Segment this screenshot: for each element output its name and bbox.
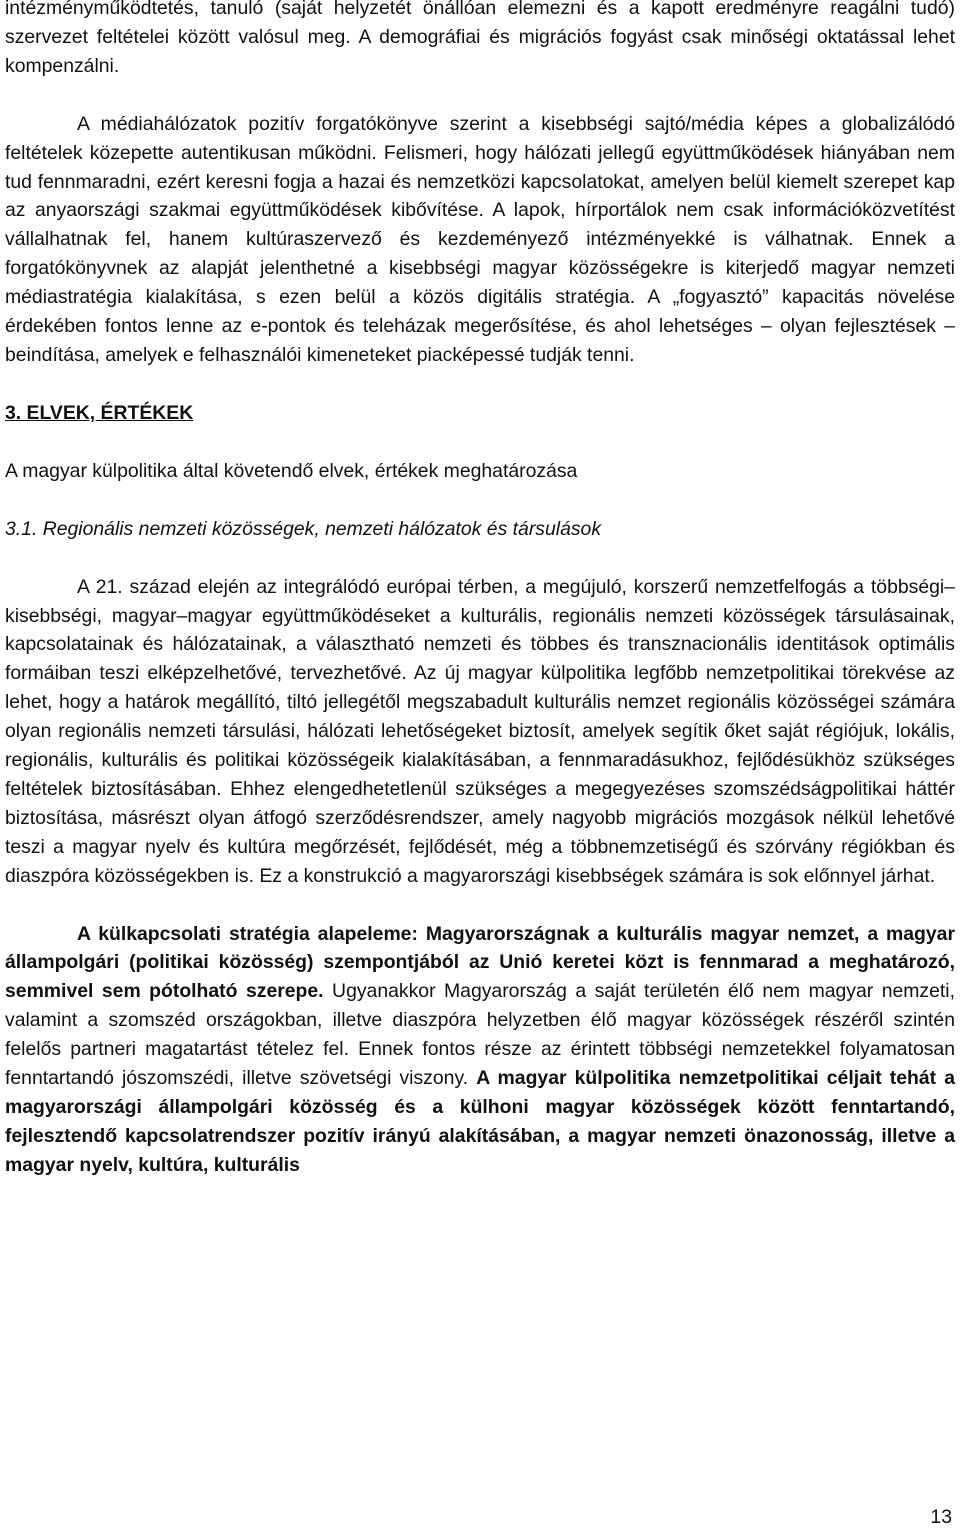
strategy-principle-bold: A külkapcsolati stratégia alapeleme: Magyarországnak a kulturális magyar nemzet, a magyar állampolgári (politikai közösség) szempontjából az Unió keretei közt is fennmarad a meghatározó, semmivel sem pótolható szerepe. bbox=[5, 922, 955, 1003]
paragraph-regional-communities: A 21. század elején az integrálódó európai térben, a megújuló, korszerű nemzetfelfogás a többségi–kisebbségi, magyar–magyar együttműködéseket a kulturális, regionális nemzeti közösségek társulásainak, kapcsolatainak és hálózatainak, a választható nemzeti és többes és transznacionális identitások optimális formáiban teszi elképzelhetővé, tervezhetővé. Az új magyar külpolitika legfőbb nemzetpolitikai törekvése az lehet, hogy a határok megállító, tiltó jellegétől megszabadult kulturális nemzet regionális közösségei számára olyan regionális nemzeti társulási, hálózati lehetőségeket biztosít, amelyek segítik őket saját régiójuk, lokális, regionális, kulturális és politikai közösségeik kialakításában, a fennmaradásukhoz, fejlődésükhöz szükséges feltételek biztosításában. Ehhez elengedhetetlenül szükséges a megegyezéses szomszédságpolitikai háttér biztosítása, másrészt olyan átfogó szerződésrendszer, amely nagyobb migrációs mozgások nélkül lehetővé teszi a magyar nyelv és kultúra megőrzését, fejlődését, még a többnemzetiségű és szórvány régiókban és diaszpóra közösségekben is. Ez a konstrukció a magyarországi kisebbségek számára is sok előnnyel járhat. bbox=[5, 575, 955, 887]
strategy-body-text: Ugyanakkor Magyarország a saját területén élő nem magyar nemzeti, valamint a szomszéd országokban, illetve diaszpóra helyzetben élő magyar közösségek részéről szintén felelős partneri magatartást tételez fel. Ennek fontos része az érintett többségi nemzetekkel folyamatosan fenntartandó jószomszédi, illetve szövetségi viszony. bbox=[5, 980, 955, 1090]
page-number: 13 bbox=[930, 1506, 952, 1528]
subsection-heading: 3.1. Regionális nemzeti közösségek, nemzeti hálózatok és társulások bbox=[5, 517, 602, 540]
paragraph-media-networks: A médiahálózatok pozitív forgatókönyve szerint a kisebbségi sajtó/média képes a globalizálódó feltételek közepette autentikusan működni. Felismeri, hogy hálózati jellegű együttműködések hiányában nem tud fennmaradni, ezért keresni fogja a hazai és nemzetközi kapcsolatokat, amelyen belül kiemelt szerepet kap az anyaországi szakmai együttműködések kibővítése. A lapok, hírportálok nem csak információközvetítést vállalhatnak fel, hanem kultúraszervező és kezdeményező intézményekké is válhatnak. Ennek a forgatókönyvnek az alapját jelenthetné a kisebbségi magyar közösségekre is kiterjedő magyar nemzeti médiastratégia kialakítása, s ezen belül a közös digitális stratégia. A „fogyasztó” kapacitás növelése érdekében fontos lenne az e-pontok és teleházak megerősítése, és ahol lehetséges – olyan fejlesztések – beindítása, amelyek e felhasználói kimeneteket piacképessé tudják tenni. bbox=[5, 112, 955, 366]
document-page bbox=[5, 0, 955, 1180]
section-heading: 3. ELVEK, ÉRTÉKEK bbox=[5, 401, 194, 424]
strategy-goals-bold: A magyar külpolitika nemzetpolitikai céljait tehát a magyarországi állampolgári közösség és a külhoni magyar közösségek között fenntartandó, fejlesztendő kapcsolatrendszer pozitív irányú alakításában, a magyar nemzeti önazonosság, illetve a magyar nyelv, kultúra, kulturális bbox=[5, 1067, 956, 1176]
paragraph-foreign-strategy bbox=[5, 920, 955, 1180]
paragraph-intro-continuation: intézményműködtetés, tanuló (saját helyzetét önállóan elemezni és a kapott eredményre reagálni tudó) szervezet feltételei között valósul meg. A demográfiai és migrációs fogyást csak minőségi oktatással lehet kompenzálni. bbox=[5, 0, 955, 77]
section-subtitle: A magyar külpolitika által követendő elvek, értékek meghatározása bbox=[5, 459, 578, 482]
